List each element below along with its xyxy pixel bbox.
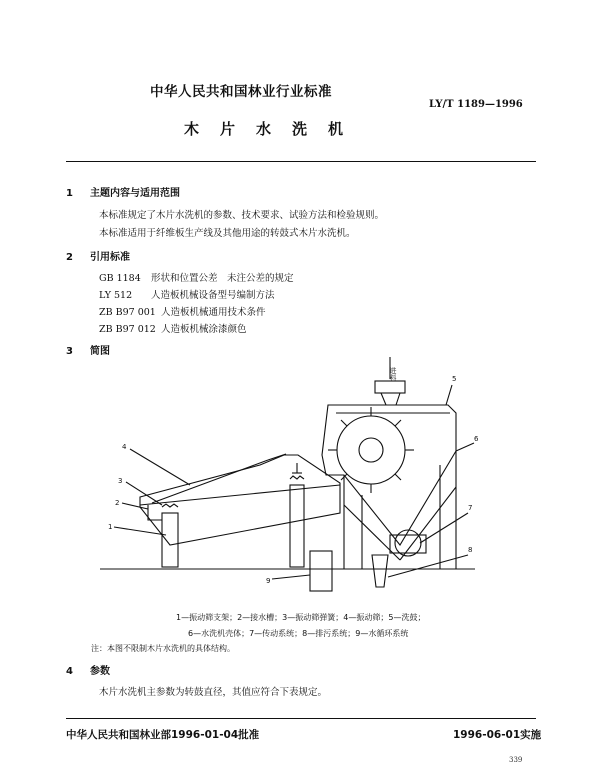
- section-3-number: 3: [66, 346, 73, 357]
- callout-2: 2: [115, 499, 120, 507]
- reference-item: [99, 270, 294, 284]
- section-4-paragraph-1: 木片水洗机主参数为转鼓直径，其值应符合下表规定。: [99, 687, 328, 698]
- reference-code: ZB B97 001: [99, 307, 156, 318]
- callout-3: 3: [118, 477, 123, 485]
- footer-rule: [66, 718, 536, 719]
- figure-legend-line-1: 1—振动筛支架；2—接水槽；3—振动筛弹簧；4—振动筛；5—洗鼓；: [176, 613, 426, 622]
- reference-code: LY 512: [99, 290, 133, 301]
- washer-schematic: [100, 355, 500, 600]
- footer-effective-date: 1996-06-01实施: [453, 729, 542, 741]
- callout-1: 1: [108, 523, 113, 531]
- drum-paddles: [328, 407, 414, 493]
- figure-legend-line-2: 6—水洗机壳体；7—传动系统；8—排污系统；9—水循环系统: [188, 629, 409, 638]
- sewage-discharge: [372, 555, 388, 587]
- callout-7: 7: [468, 504, 473, 512]
- document-title: 木片水洗机: [184, 120, 365, 138]
- callout-8: 8: [468, 546, 473, 554]
- water-circulation-pipe: [310, 551, 332, 591]
- reference-item: [99, 321, 247, 335]
- reference-title: 形状和位置公差 未注公差的规定: [151, 273, 294, 284]
- screen-spring-right: [290, 476, 304, 479]
- figure-note: 注：本图不限制木片水洗机的具体结构。: [91, 644, 235, 653]
- schematic-drawing: [100, 357, 475, 591]
- section-4-number: 4: [66, 666, 73, 677]
- feed-inlet: [375, 381, 405, 393]
- section-1-number: 1: [66, 188, 73, 199]
- section-2-number: 2: [66, 252, 73, 263]
- standard-title: 中华人民共和国林业行业标准: [150, 84, 332, 100]
- footer-issuer: 中华人民共和国林业部1996-01-04批准: [66, 729, 260, 741]
- section-4-heading: [66, 662, 110, 677]
- page-number: 339: [509, 756, 523, 764]
- callout-6: 6: [474, 435, 479, 443]
- section-4-title: 参数: [90, 666, 110, 677]
- feed-label: 进料: [389, 367, 397, 381]
- screen-spring-left: [162, 504, 178, 507]
- screen-support-right: [290, 485, 304, 567]
- drum-hub: [359, 438, 383, 462]
- washer-housing: [322, 405, 456, 545]
- section-1-heading: [66, 184, 180, 199]
- screen-support-left: [162, 513, 178, 567]
- vibrating-screen: [140, 455, 340, 545]
- reference-title: 人造板机械设备型号编制方法: [151, 290, 275, 301]
- section-3-title: 简图: [90, 346, 110, 357]
- section-1-paragraph-1: 本标准规定了木片水洗机的参数、技术要求、试验方法和检验规则。: [99, 210, 385, 221]
- header-rule: [66, 161, 536, 162]
- section-1-title: 主题内容与适用范围: [90, 188, 180, 199]
- reference-title: 人造板机械涂漆颜色: [161, 324, 247, 335]
- reference-item: [99, 304, 266, 318]
- callout-9: 9: [266, 577, 271, 585]
- section-2-title: 引用标准: [90, 252, 130, 263]
- callout-4: 4: [122, 443, 127, 451]
- reference-item: [99, 287, 275, 301]
- standard-code: LY/T 1189—1996: [429, 99, 523, 110]
- section-1-paragraph-2: 本标准适用于纤维板生产线及其他用途的转鼓式木片水洗机。: [99, 228, 356, 239]
- reference-code: GB 1184: [99, 273, 141, 284]
- section-2-heading: [66, 248, 130, 263]
- washing-drum: [337, 416, 405, 484]
- reference-code: ZB B97 012: [99, 324, 156, 335]
- callout-5: 5: [452, 375, 457, 383]
- reference-title: 人造板机械通用技术条件: [161, 307, 266, 318]
